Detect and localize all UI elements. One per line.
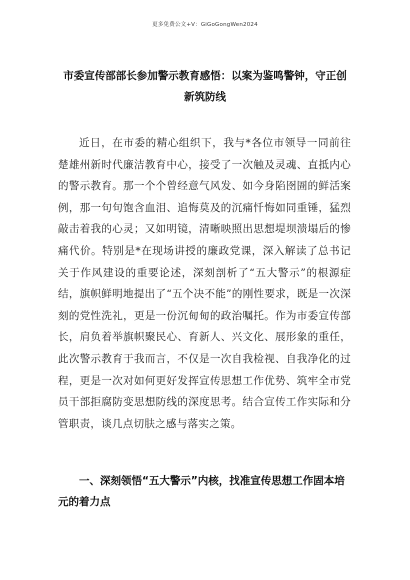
document-title: 市委宣传部部长参加警示教育感悟：以案为鉴鸣警钟，守正创新筑防线 — [63, 70, 347, 103]
section-heading: 一、深刻领悟“五大警示”内核，找准宣传思想工作固本培元的着力点 — [58, 475, 345, 508]
header-promo-note: 更多免费公文+V：GiGoGongWen2024 — [152, 22, 258, 28]
body-paragraph: 近日，在市委的精心组织下，我与*各位市领导一同前往楚雄州新时代廉洁教育中心，接受了一次触及灵魂、直抵内心的警示教育。那一个个曾经意气风发、如今身陷囹圄的鲜活案例，那一句句饱含血泪、追悔莫及的沉痛忏悔如同重锤，猛烈敲击着我的心灵；又如明镜，清晰映照出思想堤坝溃塌后的惨痛代价。特别是*在现场讲授的廉政党课，深入解读了总书记关于作风建设的重要论述，深刻剖析了“五大警示”的根源症结，旗帜鲜明地提出了“五个决不能”的刚性要求，既是一次深刻的党性洗礼，更是一份沉甸甸的政治嘱托。作为市委宣传部长，肩负着举旗帜聚民心、育新人、兴文化、展形象的重任，此次警示教育于我而言，不仅是一次自我检视、自我净化的过程，更是一次对如何更好发挥宣传思想工作优势、筑牢全市党员干部拒腐防变思想防线的深度思考。结合宣传工作实际和分管职责，谈几点切肤之感与落实之策。 — [58, 137, 351, 430]
